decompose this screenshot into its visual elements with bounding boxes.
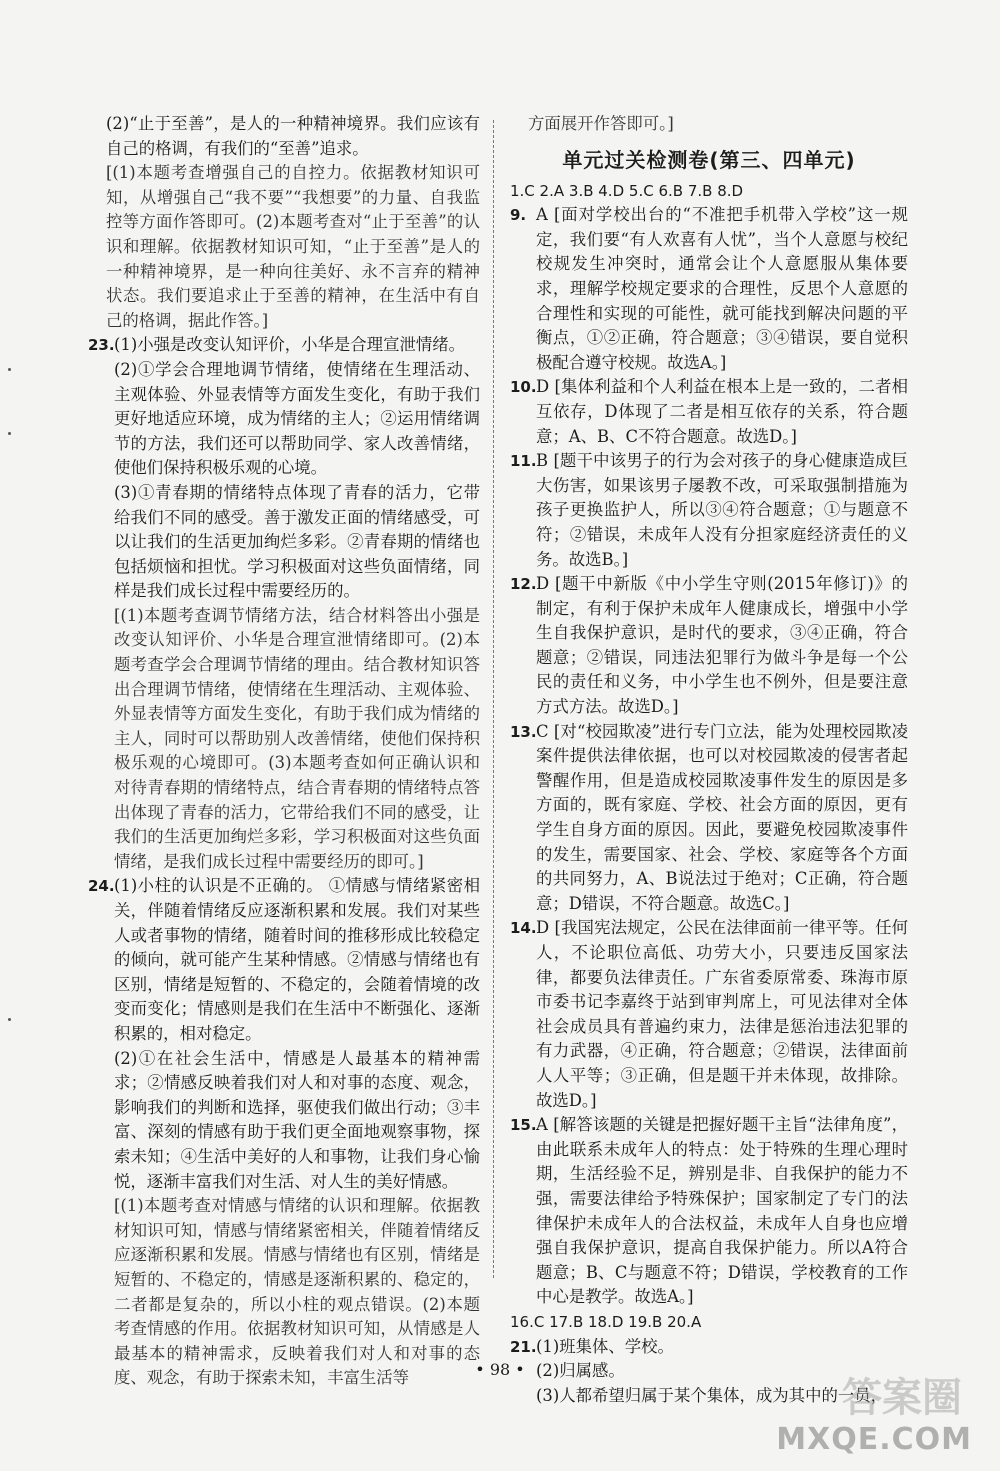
question-15: [510, 1113, 908, 1310]
question-13: [510, 720, 908, 917]
question-number: 13.: [510, 722, 537, 741]
question-number: 12.: [510, 575, 537, 594]
continued-text: 方面展开作答即可。]: [528, 114, 674, 133]
left-column: [88, 112, 480, 1391]
q11-answer: B [题干中该男子的行为会对孩子的身心健康造成巨大伤害，如果该男子屡教不改，可采取强制措施为孩子更换监护人，所以③④符合题意；①与题意不符；②错误，未成年人没有分担家庭经济责任的义务。故选B。]: [536, 451, 908, 569]
question-number: 14.: [510, 919, 537, 938]
question-12: [510, 572, 908, 720]
question-9: [510, 203, 908, 375]
q9-answer: A [面对学校出台的“不准把手机带入学校”这一规定，我们要“有人欢喜有人忧”，当个人意愿与校纪校规发生冲突时，通常会让个人意愿服从集体要求，理解学校规定要求的合理性，反思个人意愿的合理性和实现的可能性，就可能找到解决问题的平衡点，①②正确，符合题意；③④错误，要自觉积极配合遵守校规。故选A。]: [536, 205, 908, 372]
q14-answer: D [我国宪法规定，公民在法律面前一律平等。任何人，不论职位高低、功劳大小，只要违反国家法律，都要负法律责任。广东省委原常委、珠海市原市委书记李嘉终于站到审判席上，可见法律对全体社会成员具有普遍约束力，法律是惩治违法犯罪的有力武器，④正确，符合题意；②错误，法律面前人人平等；③正确，但是题干并未体现，故排除。故选D。]: [536, 918, 908, 1110]
question-23: [88, 333, 480, 874]
q23-explanation: [(1)本题考查调节情绪方法，结合材料答出小强是改变认知评价、小华是合理宣泄情绪即可。(2)本题考查学会合理调节情绪的理由。结合教材知识答出合理调节情绪，使情绪在生理活动、主观体验、外显表情等方面发生变化，有助于我们成为情绪的主人，同时可以帮助别人改善情绪，使他们保持积极乐观的心境即可。(3)本题考查如何正确认识和对待青春期的情绪特点，结合青春期的情绪特点答出体现了青春的活力，它带给我们不同的感受，让我们的生活更加绚烂多彩，学习积极面对这些负面情绪，是我们成长过程中需要经历的即可。]: [114, 605, 480, 871]
answer-row-16-20: 16.C 17.B 18.D 19.B 20.A: [510, 1312, 702, 1331]
right-column: [510, 112, 908, 1408]
margin-dot: [8, 1018, 11, 1021]
watermark: [776, 1365, 972, 1457]
q23-part3: (3)①青春期的情绪特点体现了青春的活力，它带给我们不同的感受。善于激发正面的情绪感受，可以让我们的生活更加绚烂多彩。②青春期的情绪也包括烦恼和担忧。学习积极面对这些负面情绪，同样是我们成长过程中需要经历的。: [114, 482, 480, 601]
q10-answer: D [集体利益和个人利益在根本上是一致的，二者相互依存，D体现了二者是相互依存的关系，符合题意；A、B、C不符合题意。故选D。]: [536, 377, 908, 446]
q21-part2: (2)归属感。: [536, 1361, 625, 1381]
question-number: 23.: [88, 336, 115, 355]
answer-row-1-8: 1.C 2.A 3.B 4.D 5.C 6.B 7.B 8.D: [510, 181, 744, 200]
question-10: [510, 375, 908, 449]
question-number: 9.: [510, 206, 527, 225]
question-number: 24.: [88, 877, 115, 896]
margin-dot: [8, 432, 11, 435]
question-24: [88, 874, 480, 1390]
q15-answer: A [解答该题的关键是把握好题干主旨“法律角度”，由此联系未成年人的特点：处于特殊的生理心理时期，生活经验不足，辨别是非、自我保护的能力不强，需要法律给予特殊保护；国家制定了专门的法律保护未成年人的合法权益，未成年人自身也应增强自我保护意识，提高自我保护能力。所以A符合题意；B、C与题意不符；D错误，学校教育的工作中心是教学。故选A。]: [536, 1115, 908, 1307]
q21-part3: (3)人都希望归属于某个集体，成为其中的一员，: [536, 1385, 888, 1405]
question-number: 10.: [510, 378, 537, 397]
question-14: [510, 916, 908, 1113]
page-number: • 98 •: [475, 1360, 525, 1379]
column-divider: [493, 120, 494, 1278]
section-title: 单元过关检测卷(第三、四单元): [562, 147, 856, 172]
question-11: [510, 449, 908, 572]
q24-part1: (1)小柱的认识是不正确的。 ①情感与情绪紧密相关，伴随着情绪反应逐渐积累和发展。我们对某些人或者事物的情绪，随着时间的推移形成比较稳定的倾向，就可能产生某种情感。②情感与情绪也有区别，情绪是短暂的、不稳定的，会随着情境的改变而变化；情感则是我们在生活中不断强化、逐渐积累的，相对稳定。: [114, 876, 480, 1043]
question-number: 15.: [510, 1116, 537, 1135]
q22-part2: (2)“止于至善”，是人的一种精神境界。我们应该有自己的格调，有我们的“至善”追求。: [106, 114, 480, 158]
q13-answer: C [对“校园欺凌”进行专门立法，能为处理校园欺凌案件提供法律依据，也可以对校园欺凌的侵害者起警醒作用，但是造成校园欺凌事件发生的原因是多方面的，既有家庭、学校、社会方面的原因，更有学生自身方面的原因。因此，要避免校园欺凌事件的发生，需要国家、社会、学校、家庭等各个方面的共同努力，A、B说法过于绝对；C正确，符合题意；D错误，不符合题意。故选C。]: [536, 721, 908, 913]
q24-explanation: [(1)本题考查对情感与情绪的认识和理解。依据教材知识可知，情感与情绪紧密相关，伴随着情绪反应逐渐积累和发展。情感与情绪也有区别，情绪是短暂的、不稳定的，情感是逐渐积累的、稳定的，二者都是复杂的，所以小柱的观点错误。(2)本题考查情感的作用。依据教材知识可知，从情感是人最基本的精神需求，反映着我们对人和对事的态度、观念，有助于探索未知，丰富生活等: [114, 1196, 480, 1388]
watermark-site: MXQE.COM: [776, 1422, 972, 1457]
q21-part1: (1)班集体、学校。: [536, 1336, 674, 1356]
question-number: 21.: [510, 1337, 537, 1356]
watermark-logo: 答案圈: [842, 1375, 962, 1421]
q23-part1: (1)小强是改变认知评价，小华是合理宣泄情绪。: [114, 335, 466, 355]
question-number: 11.: [510, 452, 537, 471]
margin-dot: [8, 368, 11, 371]
q22-explanation: [(1)本题考查增强自己的自控力。依据教材知识可知，从增强自己“我不要”“我想要”的力量、自我监控等方面作答即可。(2)本题考查对“止于至善”的认识和理解。依据教材知识可知，“止于至善”是人的一种精神境界，是一种向往美好、永不言弃的精神状态。我们要追求止于至善的精神，在生活中有自己的格调，据此作答。]: [106, 163, 480, 330]
q24-part2: (2)①在社会生活中，情感是人最基本的精神需求；②情感反映着我们对人和对事的态度、观念，影响我们的判断和选择，驱使我们做出行动；③丰富、深刻的情感有助于我们更全面地观察事物，探索未知；④生活中美好的人和事物，让我们身心愉悦，逐渐丰富我们对生活、对人生的美好情感。: [114, 1048, 480, 1191]
q12-answer: D [题干中新版《中小学生守则(2015年修订)》的制定，有利于保护未成年人健康成长，增强中小学生自我保护意识，是时代的要求，③④正确，符合题意；②错误，同违法犯罪行为做斗争是每一个公民的责任和义务，中小学生也不例外，但是要注意方式方法。故选D。]: [536, 574, 908, 717]
q23-part2: (2)①学会合理地调节情绪，使情绪在生理活动、主观体验、外显表情等方面发生变化，有助于我们更好地适应环境，成为情绪的主人；②运用情绪调节的方法，我们还可以帮助同学、家人改善情绪，使他们保持积极乐观的心境。: [114, 359, 480, 478]
